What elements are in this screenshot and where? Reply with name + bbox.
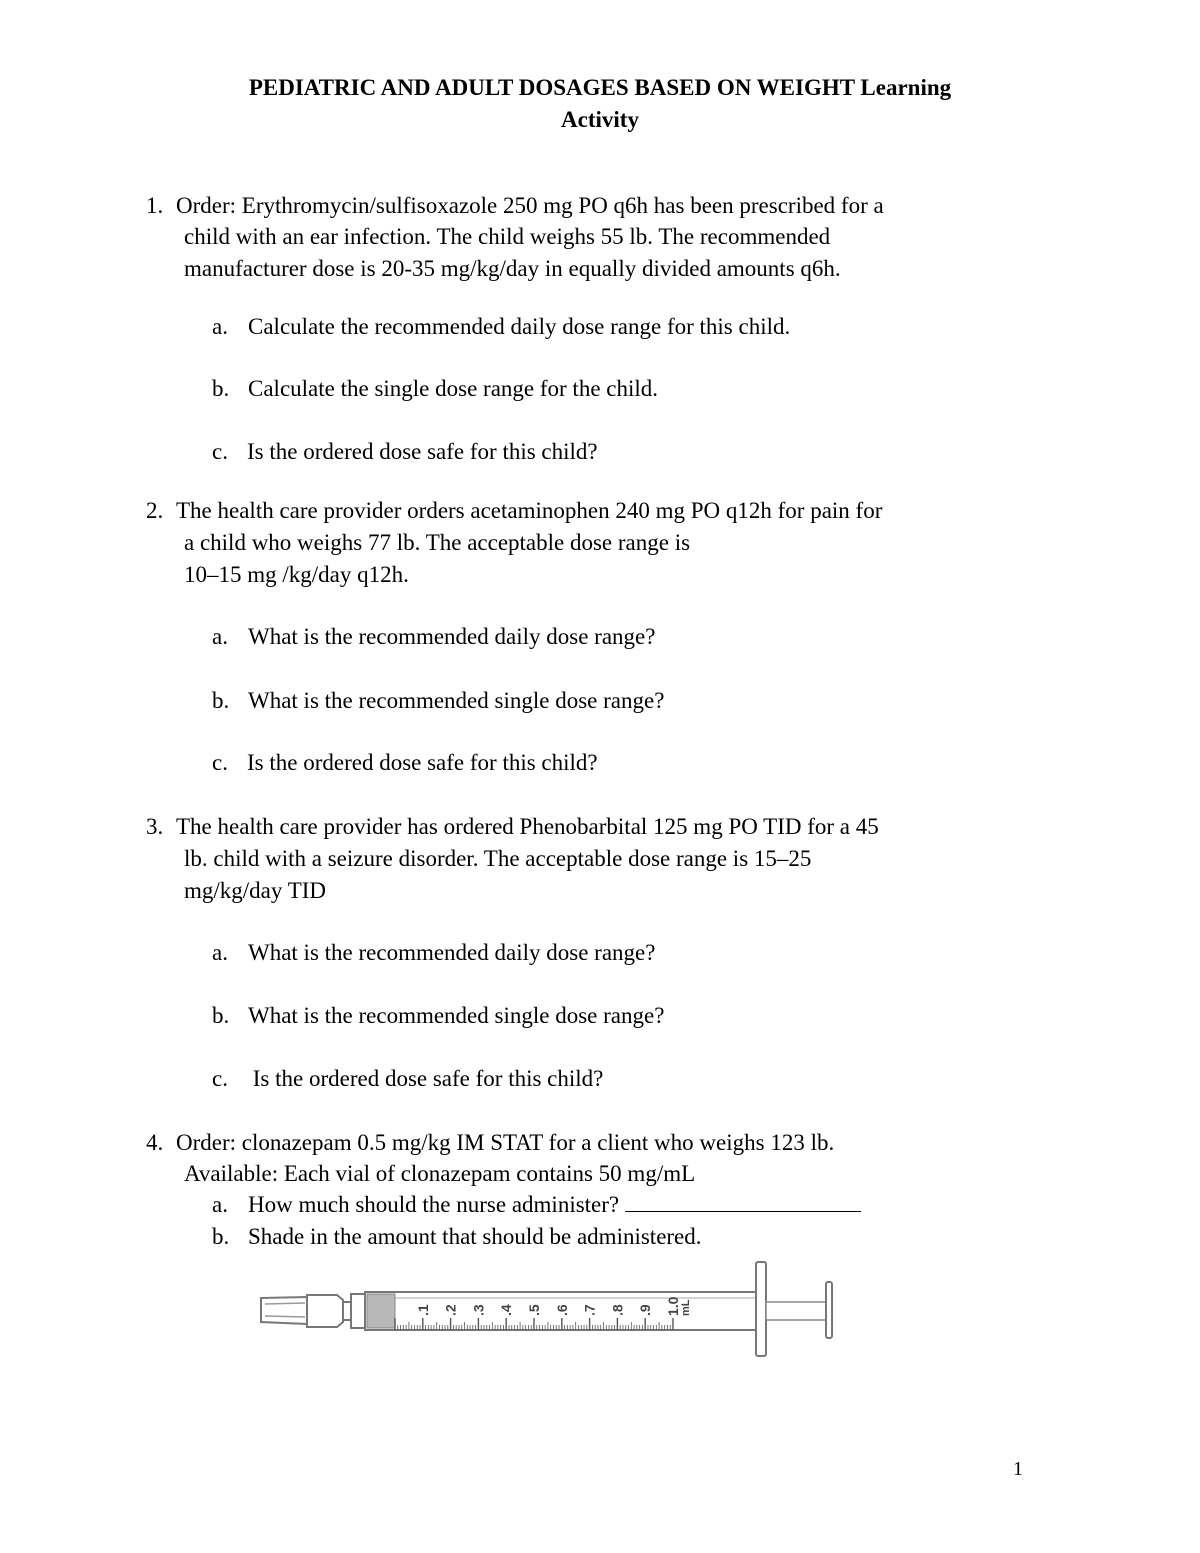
- document-title-line-1: PEDIATRIC AND ADULT DOSAGES BASED ON WEIGHT Learning: [248, 75, 952, 100]
- part-letter: a.: [212, 940, 228, 965]
- scale-label: 1.0: [665, 1296, 681, 1316]
- syringe-barrel-end: [351, 1294, 365, 1328]
- part-letter: c.: [212, 1066, 228, 1091]
- scale-label: .8: [609, 1304, 626, 1316]
- part-letter: b.: [212, 376, 230, 401]
- question-text-line: The health care provider has ordered Phenobarbital 125 mg PO TID for a 45: [176, 814, 879, 839]
- part-text: What is the recommended daily dose range?: [248, 624, 656, 649]
- part-text: What is the recommended daily dose range?: [248, 940, 656, 965]
- question-text-line: a child who weighs 77 lb. The acceptable dose range is: [184, 530, 691, 555]
- question-text-line: Order: Erythromycin/sulfisoxazole 250 mg PO q6h has been prescribed for a: [176, 193, 884, 218]
- question-number: 2.: [146, 498, 164, 523]
- question-text-line: child with an ear infection. The child weighs 55 lb. The recommended: [184, 224, 831, 249]
- scale-label: .5: [526, 1304, 542, 1316]
- syringe-plunger-thumb[interactable]: [826, 1282, 832, 1338]
- part-text: Is the ordered dose safe for this child?: [247, 750, 598, 775]
- syringe-diagram[interactable]: [255, 1258, 845, 1360]
- question-text-line: manufacturer dose is 20-35 mg/kg/day in equally divided amounts q6h.: [184, 256, 841, 281]
- scale-label: .4: [498, 1304, 515, 1316]
- part-letter: b.: [212, 1224, 230, 1249]
- part-text-with-blank: [248, 1189, 861, 1221]
- scale-label: .1: [414, 1304, 431, 1316]
- syringe-tip: [343, 1302, 351, 1320]
- scale-label: .6: [553, 1304, 570, 1316]
- scale-label: .2: [442, 1304, 459, 1316]
- question-number: 3.: [146, 814, 164, 839]
- part-text: Is the ordered dose safe for this child?: [247, 1066, 604, 1091]
- question-number: 1.: [146, 193, 164, 218]
- document-title-line-2: Activity: [561, 107, 639, 132]
- hub-line: [265, 1303, 305, 1304]
- part-letter: c.: [212, 750, 228, 775]
- part-letter: a.: [212, 314, 228, 339]
- part-text: Shade in the amount that should be administered.: [248, 1224, 702, 1249]
- question-text-line: Order: clonazepam 0.5 mg/kg IM STAT for a client who weighs 123 lb.: [176, 1130, 835, 1155]
- part-text: Is the ordered dose safe for this child?: [247, 439, 598, 464]
- question-text-line: lb. child with a seizure disorder. The acceptable dose range is 15–25: [184, 846, 812, 871]
- syringe-flange: [756, 1262, 766, 1356]
- syringe-plunger-rod: [766, 1302, 828, 1320]
- page-number: 1: [1013, 1458, 1023, 1480]
- part-letter: b.: [212, 688, 230, 713]
- scale-label: .7: [581, 1304, 598, 1316]
- hub-line: [265, 1316, 305, 1317]
- part-text: Calculate the recommended daily dose range for this child.: [248, 314, 791, 339]
- part-letter: b.: [212, 1003, 230, 1028]
- question-text-line: 10–15 mg /kg/day q12h.: [184, 562, 409, 587]
- scale-unit-label: mL: [680, 1299, 692, 1316]
- syringe-stopper: [367, 1294, 395, 1328]
- part-letter: a.: [212, 624, 228, 649]
- question-text-line: mg/kg/day TID: [184, 878, 327, 903]
- syringe-tip-collar: [307, 1295, 343, 1327]
- answer-blank[interactable]: [625, 1189, 861, 1212]
- scale-label: .3: [470, 1304, 487, 1316]
- part-text: What is the recommended single dose range?: [248, 1003, 665, 1028]
- part-letter: c.: [212, 439, 228, 464]
- syringe-needle-hub: [261, 1297, 307, 1324]
- part-text: Calculate the single dose range for the child.: [248, 376, 659, 401]
- question-number: 4.: [146, 1130, 164, 1155]
- part-text: How much should the nurse administer?: [248, 1192, 620, 1217]
- part-text: What is the recommended single dose range?: [248, 688, 665, 713]
- scale-label: .9: [637, 1304, 654, 1316]
- question-text-line: Available: Each vial of clonazepam contains 50 mg/mL: [184, 1161, 696, 1186]
- question-text-line: The health care provider orders acetaminophen 240 mg PO q12h for pain for: [176, 498, 883, 523]
- part-letter: a.: [212, 1192, 228, 1217]
